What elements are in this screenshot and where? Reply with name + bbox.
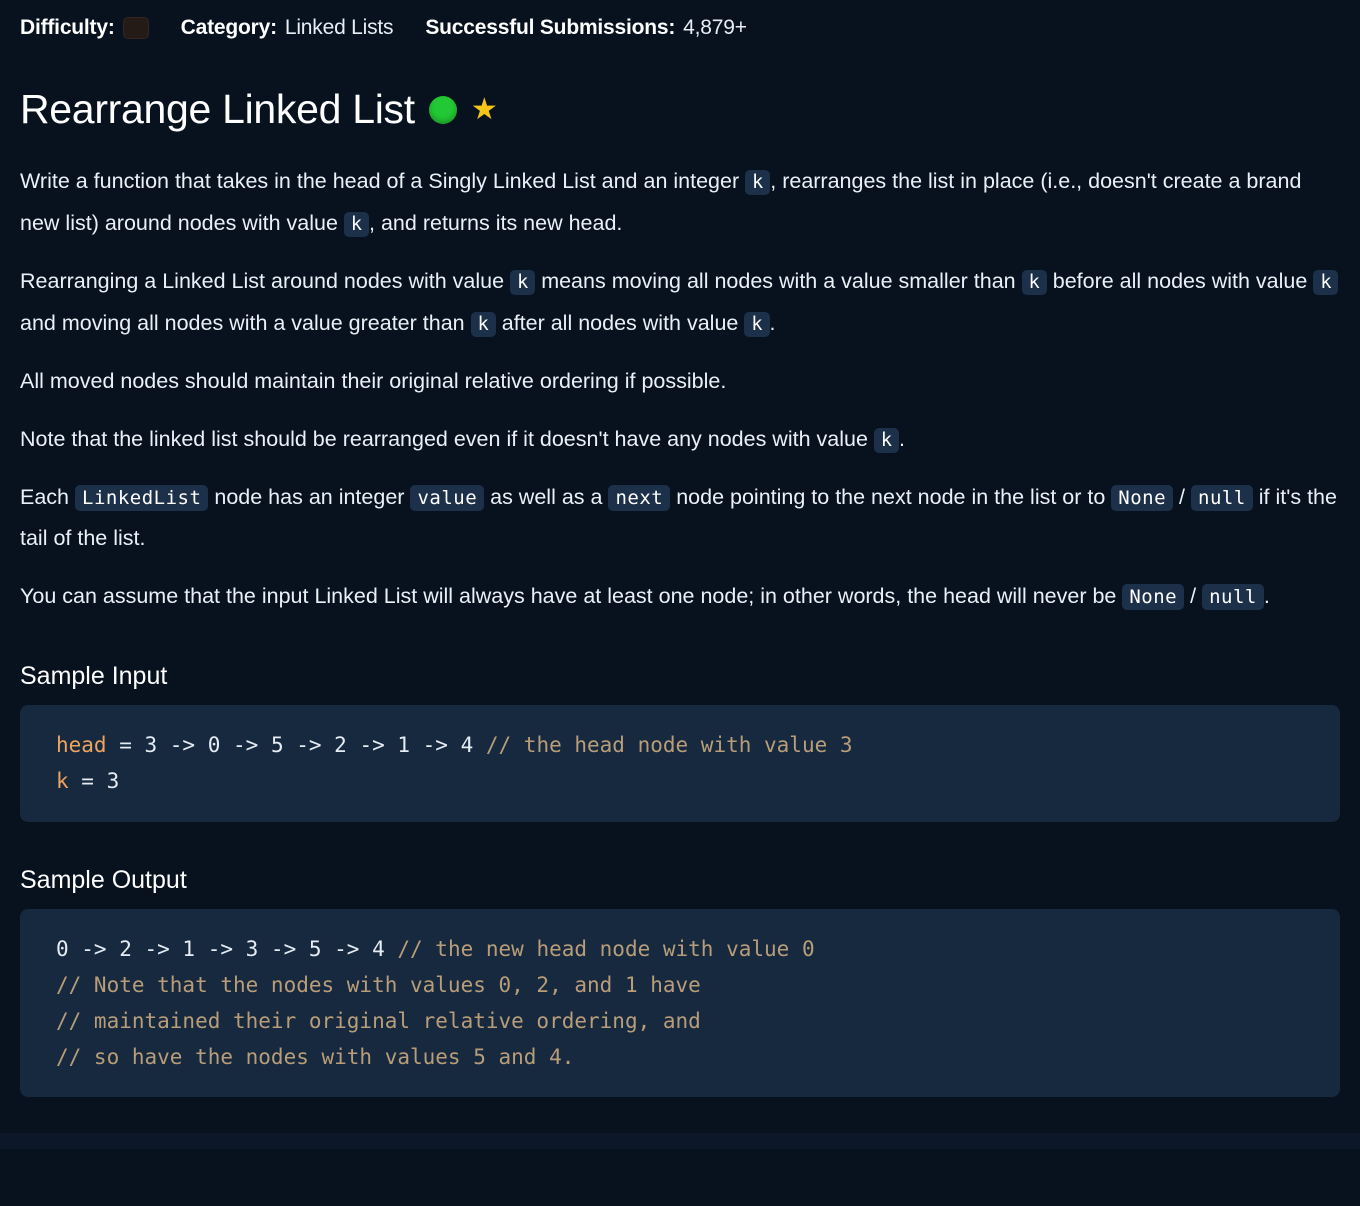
paragraph-6 xyxy=(20,576,1340,618)
paragraph-6-text-b: . xyxy=(1263,584,1270,609)
paragraph-2-text-a: Rearranging a Linked List around nodes with value xyxy=(20,268,505,293)
output-comment-1: // the new head node with value 0 xyxy=(397,936,815,961)
inline-code-k: k xyxy=(471,312,496,337)
inline-code-null: null xyxy=(1202,584,1264,610)
code-head-comment: // the head node with value 3 xyxy=(485,733,853,758)
footer-strip xyxy=(0,1133,1360,1149)
output-comment-3: // maintained their original relative ordering, and xyxy=(56,1008,701,1033)
inline-code-linkedlist: LinkedList xyxy=(75,485,208,511)
page-title-text: Rearrange Linked List xyxy=(20,86,415,132)
inline-code-k: k xyxy=(745,170,770,195)
inline-code-k: k xyxy=(1313,270,1338,295)
category-value: Linked Lists xyxy=(284,16,394,39)
inline-code-k: k xyxy=(510,270,535,295)
paragraph-2-text-f: . xyxy=(769,310,776,335)
paragraph-2-text-c: before all nodes with value xyxy=(1052,268,1308,293)
inline-code-none: None xyxy=(1122,584,1184,610)
paragraph-5-text-c: as well as a xyxy=(490,484,603,509)
code-k-expr: = 3 xyxy=(68,769,120,794)
paragraph-5-text-d: node pointing to the next node in the list or to xyxy=(676,484,1106,509)
problem-meta-bar xyxy=(20,0,1340,40)
output-comment-4: // so have the nodes with values 5 and 4. xyxy=(56,1044,575,1069)
sample-output-code xyxy=(20,909,1340,1097)
output-expr: 0 -> 2 -> 1 -> 3 -> 5 -> 4 xyxy=(56,936,398,961)
paragraph-6-text-a: You can assume that the input Linked List will always have at least one node; in other words, the head will never be xyxy=(20,584,1117,609)
category-group xyxy=(181,16,394,40)
difficulty-group xyxy=(20,16,149,40)
paragraph-3: All moved nodes should maintain their original relative ordering if possible. xyxy=(20,368,727,393)
difficulty-label: Difficulty: xyxy=(20,16,115,39)
submissions-group xyxy=(425,16,746,40)
code-var-head: head xyxy=(56,733,107,758)
star-icon: ★ xyxy=(470,92,498,126)
paragraph-5-text-a: Each xyxy=(20,484,70,509)
sample-output-heading: Sample Output xyxy=(20,865,187,894)
paragraph-5 xyxy=(20,477,1340,561)
paragraph-5-text-b: node has an integer xyxy=(214,484,405,509)
submissions-label: Successful Submissions: xyxy=(425,16,676,39)
paragraph-4-text-b: . xyxy=(899,426,906,451)
paragraph-2-text-d: and moving all nodes with a value greater than xyxy=(20,310,465,335)
inline-code-null: null xyxy=(1191,485,1253,511)
code-var-k: k xyxy=(56,769,69,794)
inline-code-k: k xyxy=(874,428,899,453)
bottom-spacer xyxy=(20,1097,1340,1123)
paragraph-1-text-b: , rearranges the list in place (i.e., doesn't create a brand new list) around nodes with value xyxy=(20,169,1302,235)
paragraph-1-text-a: Write a function that takes in the head of a Singly Linked List and an integer xyxy=(20,169,740,193)
category-label: Category: xyxy=(180,16,277,39)
paragraph-5-slash: / xyxy=(1179,484,1186,509)
inline-code-none: None xyxy=(1111,485,1173,511)
sample-input-code xyxy=(20,705,1340,821)
paragraph-1 xyxy=(20,161,1340,245)
paragraph-4-text-a: Note that the linked list should be rearranged even if it doesn't have any nodes with value xyxy=(20,426,868,451)
difficulty-swatch-icon xyxy=(123,17,149,39)
inline-code-k: k xyxy=(744,312,769,337)
inline-code-next: next xyxy=(608,485,670,511)
paragraph-5-text-e: if it's the tail of the list. xyxy=(20,484,1337,551)
page-title xyxy=(20,86,1340,133)
paragraph-2-text-b: means moving all nodes with a value smaller than xyxy=(541,268,1016,293)
output-comment-2: // Note that the nodes with values 0, 2, and 1 have xyxy=(56,972,701,997)
status-dot-icon xyxy=(429,96,457,124)
inline-code-k: k xyxy=(344,212,369,237)
paragraph-6-slash: / xyxy=(1190,584,1197,609)
paragraph-1-text-c: , and returns its new head. xyxy=(369,210,623,235)
paragraph-2 xyxy=(20,261,1340,345)
inline-code-k: k xyxy=(1022,270,1047,295)
code-head-expr: = 3 -> 0 -> 5 -> 2 -> 1 -> 4 xyxy=(106,733,486,758)
paragraph-2-text-e: after all nodes with value xyxy=(501,310,739,335)
paragraph-4 xyxy=(20,419,1340,461)
submissions-value: 4,879+ xyxy=(683,16,747,39)
sample-input-heading: Sample Input xyxy=(20,662,168,691)
inline-code-value: value xyxy=(410,485,484,511)
